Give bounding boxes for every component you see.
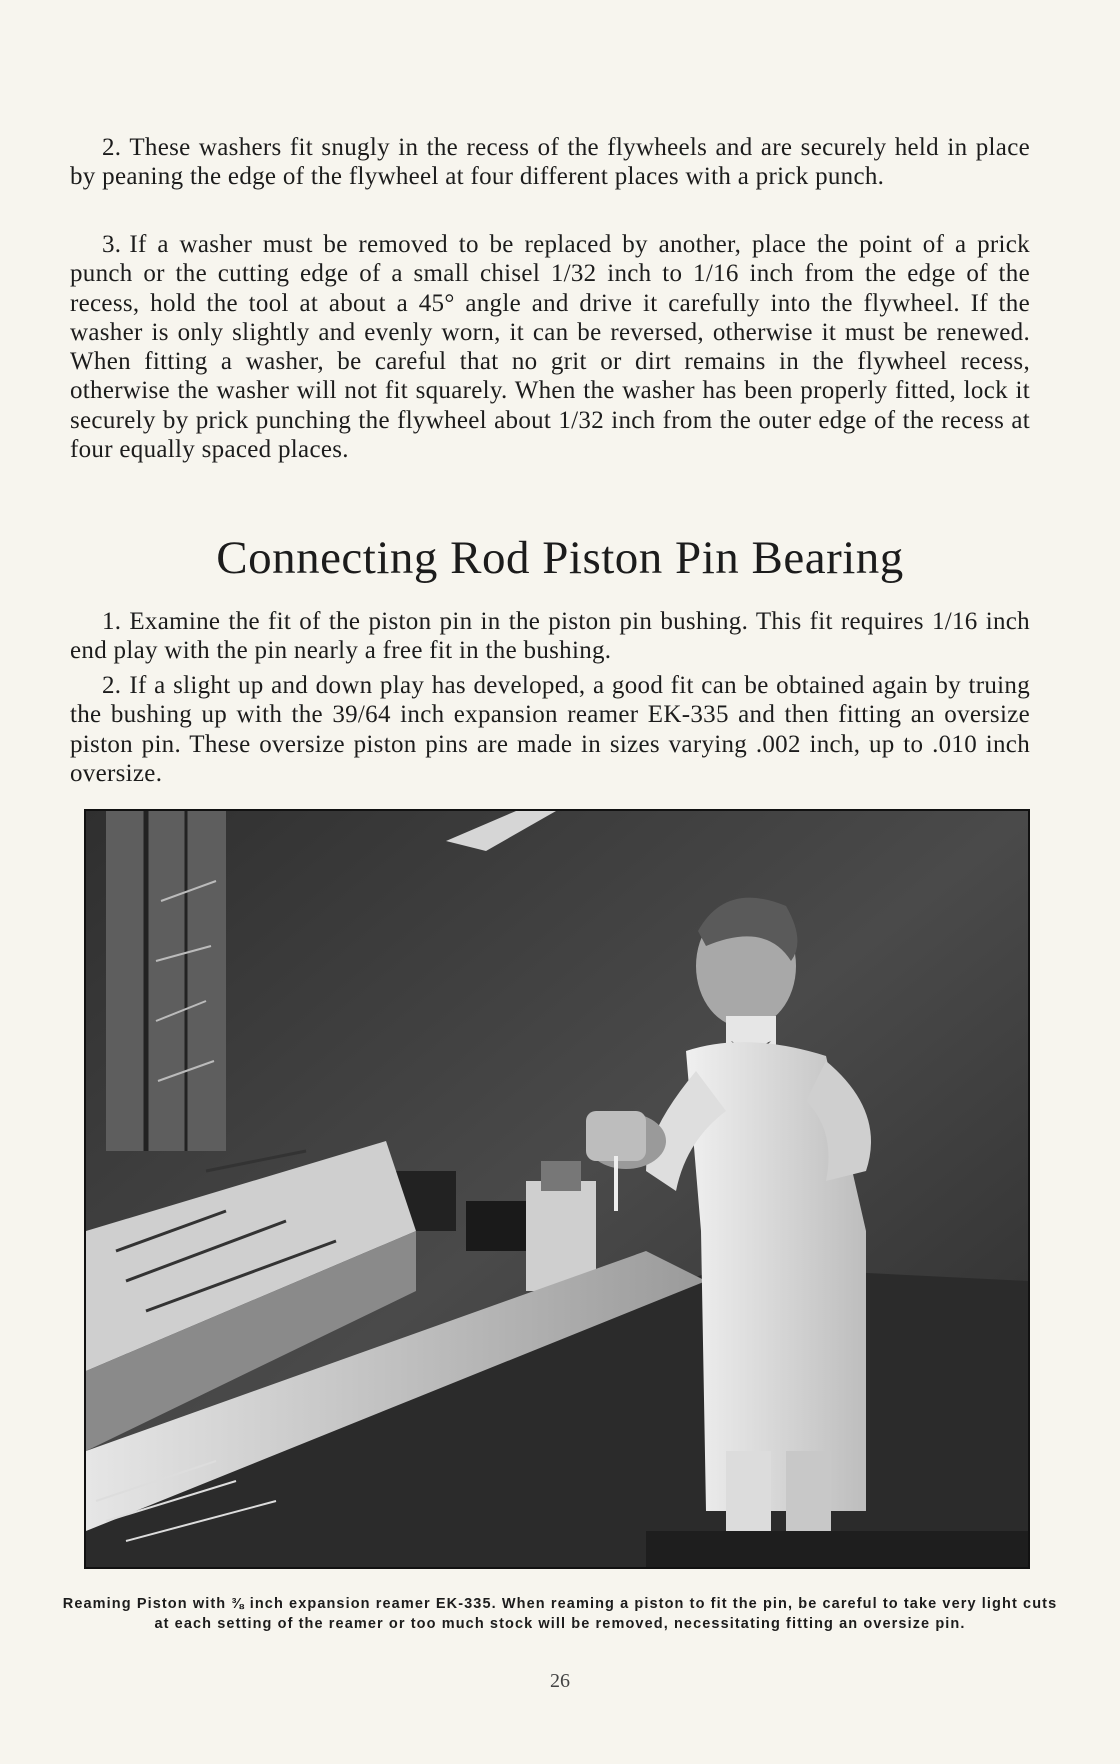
figure-caption: Reaming Piston with ⅜ inch expansion reamer EK-335. When reaming a piston to fit the pin, be careful to take very light cuts at each setting of the reamer or too much stock will be removed, necessitating fitting an oversize pin. [62, 1596, 1058, 1632]
paragraph-text: If a slight up and down play has developed, a good fit can be obtained again by truing the bushing up with the 39/64 inch expansion reamer EK-335 and then fitting an oversize piston pin. These oversize piston pins are made in sizes varying .002 inch, up to .010 inch oversize. [70, 672, 1030, 787]
rod-paragraph-1 [70, 607, 1030, 666]
rod-paragraph-2 [70, 671, 1030, 788]
paragraph-number: 2. [102, 134, 122, 161]
section-heading: Connecting Rod Piston Pin Bearing [216, 532, 904, 585]
page-number: 26 [550, 1670, 570, 1692]
paragraph-number: 3. [102, 231, 122, 258]
workshop-photograph [84, 809, 1030, 1569]
washer-paragraph-2 [70, 133, 1030, 192]
paragraph-number: 1. [102, 608, 122, 635]
washer-paragraph-3 [70, 230, 1030, 464]
paragraph-text: These washers fit snugly in the recess of the flywheels and are securely held in place by peaning the edge of the flywheel at four different places with a prick punch. [70, 134, 1030, 191]
paragraph-text: If a washer must be removed to be replaced by another, place the point of a prick punch or the cutting edge of a small chisel 1/32 inch to 1/16 inch from the edge of the recess, hold the tool at about a 45° angle and drive it carefully into the flywheel. If the washer is only slightly and evenly worn, it can be reversed, otherwise it must be renewed. When fitting a washer, be careful that no grit or dirt remains in the flywheel recess, otherwise the washer will not fit squarely. When the washer has been properly fitted, lock it securely by prick punching the flywheel about 1/32 inch from the outer edge of the recess at four equally spaced places. [70, 231, 1030, 464]
paragraph-text: Examine the fit of the piston pin in the piston pin bushing. This fit requires 1/16 inch end play with the pin nearly a free fit in the bushing. [70, 608, 1030, 665]
paragraph-number: 2. [102, 672, 122, 699]
